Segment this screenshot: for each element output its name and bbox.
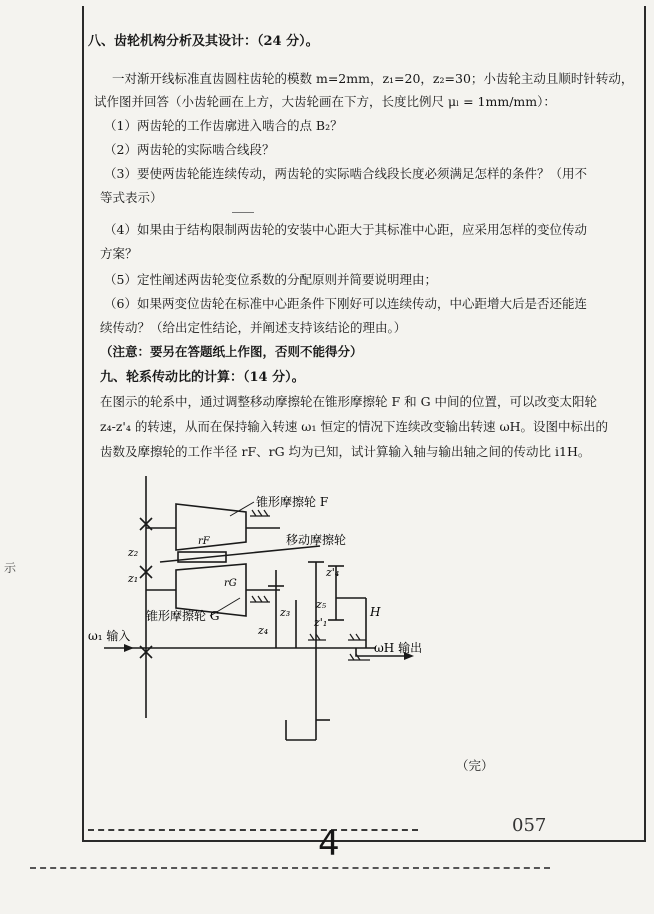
section-8-para-1: 一对渐开线标准直齿圆柱齿轮的模数 m=2mm，z₁=20，z₂=30；小齿轮主动且顺时针转动，: [112, 71, 634, 86]
gear-train-figure: [80, 470, 550, 760]
label-rG: rG: [224, 578, 237, 589]
label-z4: z₄: [258, 624, 269, 637]
drawing-note: （注意：要另在答题纸上作图，否则不能得分）: [100, 344, 363, 359]
label-input: ω₁ 输入: [88, 629, 131, 643]
question-3-line-1: （3）要使两齿轮能连续传动，两齿轮的实际啮合线段长度必须满足怎样的条件？（用不: [104, 166, 587, 181]
bottom-dashed-rule: [30, 867, 550, 869]
label-rF: rF: [198, 536, 210, 547]
label-cone-G: 锥形摩擦轮 G: [146, 609, 220, 623]
section-9-title: 九、轮系传动比的计算：（14 分）。: [100, 370, 305, 385]
question-4-line-2: 方案？: [100, 246, 138, 261]
question-2: （2）两齿轮的实际啮合线段？: [104, 142, 275, 157]
cone-wheel-F: [176, 504, 246, 550]
label-H: H: [370, 605, 381, 619]
question-6-line-1: （6）如果两变位齿轮在标准中心距条件下刚好可以连续传动，中心距增大后是否还能连: [104, 296, 587, 311]
end-mark: （完）: [456, 758, 494, 773]
margin-mark: 示: [4, 561, 17, 575]
section-8-title: 八、齿轮机构分析及其设计：（24 分）。: [88, 34, 319, 49]
page-code: 057: [512, 815, 547, 836]
label-z5: z₅: [316, 598, 327, 611]
label-z1: z₁: [128, 572, 139, 585]
question-4-line-1: （4）如果由于结构限制两齿轮的安装中心距大于其标准中心距，应采用怎样的变位传动: [104, 222, 587, 237]
question-5: （5）定性阐述两齿轮变位系数的分配原则并简要说明理由；: [104, 272, 437, 287]
question-3-line-2: 等式表示）: [100, 190, 163, 205]
label-z1-prime: z'₁: [314, 616, 328, 629]
question-1: （1）两齿轮的工作齿廓进入啮合的点 B₂？: [104, 118, 343, 133]
label-cone-F: 锥形摩擦轮 F: [256, 495, 329, 509]
section-9-para-3: 齿数及摩擦轮的工作半径 rF、rG 均为已知，试计算输入轴与输出轴之间的传动比 i1H。: [100, 444, 591, 459]
section-8-para-2: 试作图并回答（小齿轮画在上方，大齿轮画在下方，长度比例尺 μₗ = 1mm/mm）：: [94, 94, 556, 109]
section-9-para-2: z₄-z'₄ 的转速，从而在保持输入转速 ω₁ 恒定的情况下连续改变输出转速 ωH。设图中标出的: [100, 419, 609, 434]
dashed-rule: [88, 829, 418, 831]
label-moving-wheel: 移动摩擦轮: [286, 533, 347, 547]
input-arrow: [124, 644, 134, 652]
label-z3: z₃: [280, 606, 291, 619]
section-9-para-1: 在图示的轮系中，通过调整移动摩擦轮在锥形摩擦轮 F 和 G 中间的位置，可以改变太阳轮: [100, 394, 598, 409]
short-rule: [232, 212, 254, 213]
label-output: ωH 输出: [374, 641, 423, 655]
page-number: 4: [318, 824, 340, 864]
label-z2: z₂: [128, 546, 139, 559]
label-z4-prime: z'₄: [326, 566, 340, 579]
question-6-line-2: 续传动？（给出定性结论，并阐述支持该结论的理由。）: [100, 320, 407, 335]
